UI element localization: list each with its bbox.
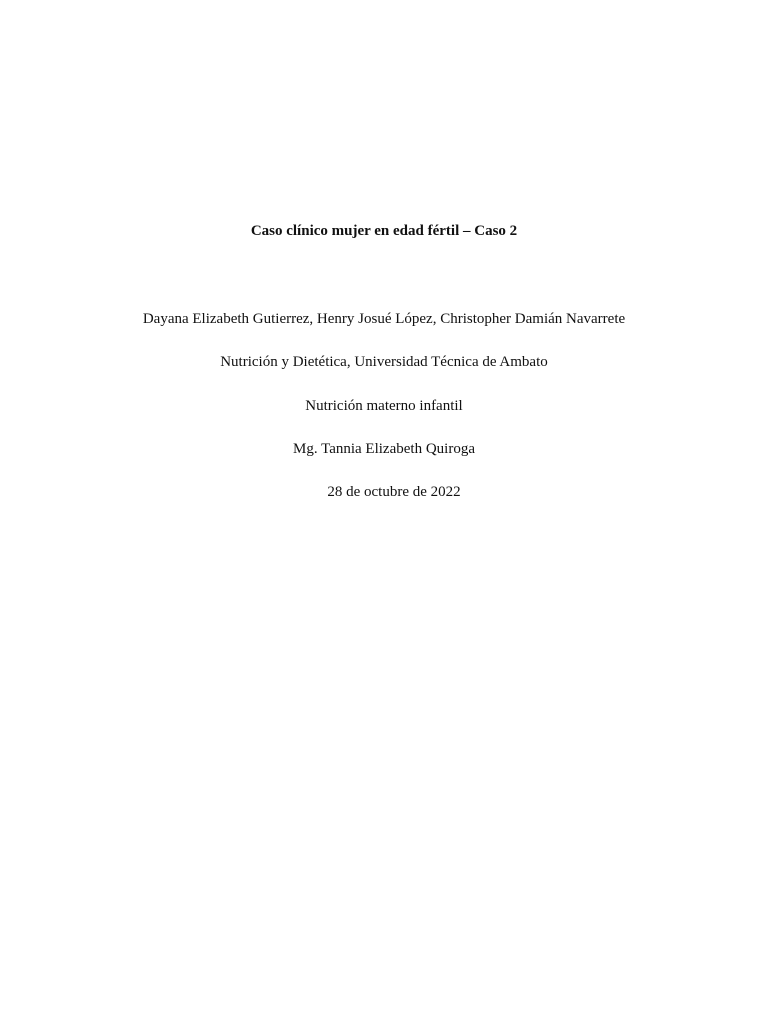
instructor-line: Mg. Tannia Elizabeth Quiroga	[293, 441, 475, 457]
document-title: Caso clínico mujer en edad fértil – Caso 2	[250, 223, 518, 239]
date-line: 28 de octubre de 2022	[327, 484, 461, 500]
course-line: Nutrición materno infantil	[305, 398, 463, 414]
authors-line: Dayana Elizabeth Gutierrez, Henry Josué López, Christopher Damián Navarrete	[142, 311, 626, 327]
affiliation-line: Nutrición y Dietética, Universidad Técnica de Ambato	[220, 354, 548, 370]
